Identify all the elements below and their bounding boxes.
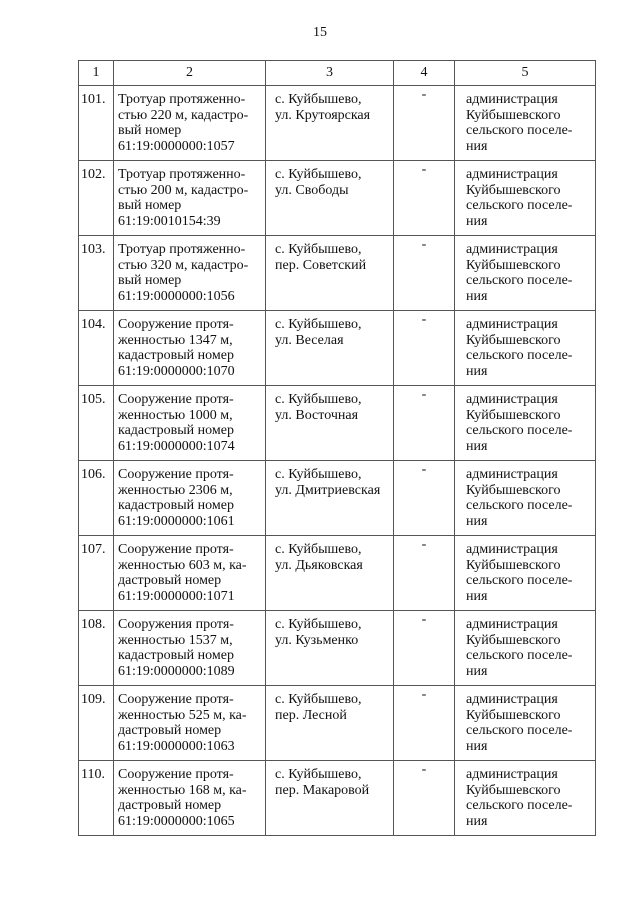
address-cell: с. Куйбышево, пер. Лесной [266,686,394,761]
table-header-row [79,61,596,86]
column-header: 1 [79,61,114,86]
address-cell: с. Куйбышево, ул. Веселая [266,311,394,386]
owner-cell: администрация Куйбышевского сельского поселе- ния [455,236,596,311]
object-name-cell: Сооружение протя- женностью 1347 м, кадастровый номер 61:19:0000000:1070 [114,311,266,386]
column-4-cell: - [394,236,455,311]
column-4-cell: - [394,536,455,611]
object-name-cell: Сооружение протя- женностью 525 м, ка- дастровый номер 61:19:0000000:1063 [114,686,266,761]
owner-cell: администрация Куйбышевского сельского поселе- ния [455,761,596,836]
column-4-cell: - [394,86,455,161]
row-number: 108. [79,611,114,686]
owner-cell: администрация Куйбышевского сельского поселе- ния [455,461,596,536]
table-row [79,761,596,836]
row-number: 110. [79,761,114,836]
table-row [79,536,596,611]
row-number: 101. [79,86,114,161]
address-cell: с. Куйбышево, пер. Макаровой [266,761,394,836]
table-row [79,236,596,311]
column-4-cell: - [394,311,455,386]
table-row [79,461,596,536]
table-row [79,386,596,461]
row-number: 103. [79,236,114,311]
object-name-cell: Тротуар протяженно- стью 320 м, кадастро- вый номер 61:19:0000000:1056 [114,236,266,311]
column-4-cell: - [394,686,455,761]
object-name-cell: Сооружения протя- женностью 1537 м, кадастровый номер 61:19:0000000:1089 [114,611,266,686]
address-cell: с. Куйбышево, пер. Советский [266,236,394,311]
object-name-cell: Тротуар протяженно- стью 200 м, кадастро- вый номер 61:19:0010154:39 [114,161,266,236]
column-header: 5 [455,61,596,86]
owner-cell: администрация Куйбышевского сельского поселе- ния [455,686,596,761]
row-number: 104. [79,311,114,386]
address-cell: с. Куйбышево, ул. Восточная [266,386,394,461]
property-registry-table [78,60,596,836]
owner-cell: администрация Куйбышевского сельского поселе- ния [455,536,596,611]
row-number: 109. [79,686,114,761]
column-4-cell: - [394,386,455,461]
owner-cell: администрация Куйбышевского сельского поселе- ния [455,311,596,386]
table-row [79,686,596,761]
address-cell: с. Куйбышево, ул. Крутоярская [266,86,394,161]
table-row [79,311,596,386]
row-number: 107. [79,536,114,611]
table-row [79,611,596,686]
object-name-cell: Сооружение протя- женностью 2306 м, кадастровый номер 61:19:0000000:1061 [114,461,266,536]
column-4-cell: - [394,461,455,536]
address-cell: с. Куйбышево, ул. Дмитриевская [266,461,394,536]
column-header: 2 [114,61,266,86]
owner-cell: администрация Куйбышевского сельского поселе- ния [455,161,596,236]
column-header: 3 [266,61,394,86]
row-number: 105. [79,386,114,461]
row-number: 102. [79,161,114,236]
object-name-cell: Сооружение протя- женностью 603 м, ка- дастровый номер 61:19:0000000:1071 [114,536,266,611]
object-name-cell: Сооружение протя- женностью 1000 м, кадастровый номер 61:19:0000000:1074 [114,386,266,461]
object-name-cell: Тротуар протяженно- стью 220 м, кадастро- вый номер 61:19:0000000:1057 [114,86,266,161]
column-4-cell: - [394,761,455,836]
address-cell: с. Куйбышево, ул. Дьяковская [266,536,394,611]
table-row [79,86,596,161]
column-4-cell: - [394,611,455,686]
address-cell: с. Куйбышево, ул. Кузьменко [266,611,394,686]
page-number: 15 [313,25,327,40]
owner-cell: администрация Куйбышевского сельского поселе- ния [455,611,596,686]
owner-cell: администрация Куйбышевского сельского поселе- ния [455,86,596,161]
object-name-cell: Сооружение протя- женностью 168 м, ка- дастровый номер 61:19:0000000:1065 [114,761,266,836]
owner-cell: администрация Куйбышевского сельского поселе- ния [455,386,596,461]
row-number: 106. [79,461,114,536]
column-4-cell: - [394,161,455,236]
column-header: 4 [394,61,455,86]
address-cell: с. Куйбышево, ул. Свободы [266,161,394,236]
table-row [79,161,596,236]
